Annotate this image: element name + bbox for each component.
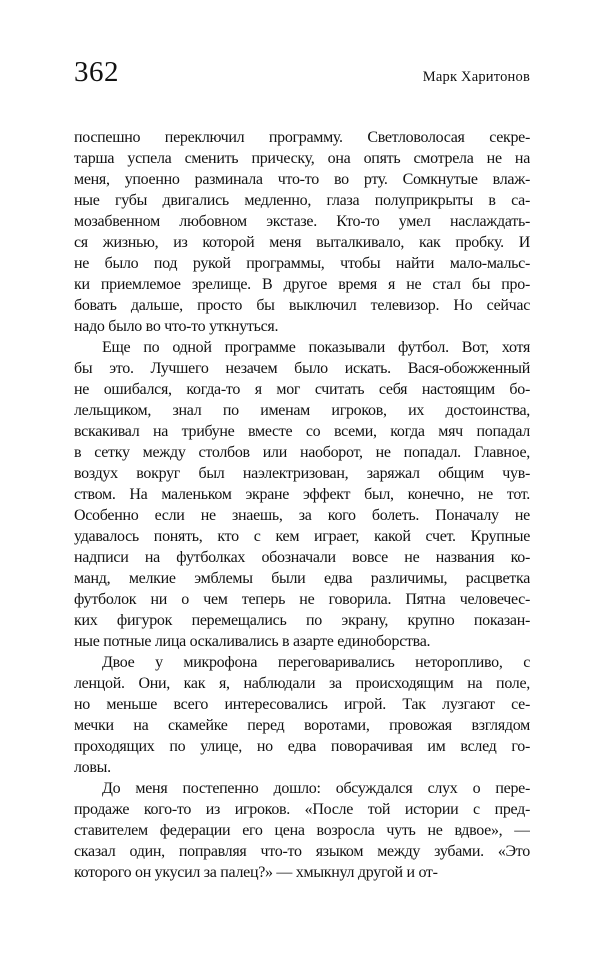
paragraph <box>74 778 530 883</box>
text-line: тарша успела сменить прическу, она опять смотрела не на <box>74 150 530 167</box>
running-head: Марк Харитонов <box>422 69 530 85</box>
text-line: ких фигурок перемещались по экрану, крупно показан- <box>74 612 530 629</box>
text-line: футболок ни о чем теперь не говорила. Пятна человечес- <box>74 591 530 608</box>
text-line: Еще по одной программе показывали футбол. Вот, хотя <box>102 339 530 356</box>
text-line: лельщиком, знал по именам игроков, их достоинства, <box>74 402 530 419</box>
text-line: манд, мелкие эмблемы были едва различимы, расцветка <box>74 570 530 587</box>
text-line: ставителем федерации его цена возросла чуть не вдвое», — <box>74 822 530 839</box>
text-line: ки приемлемое зрелище. В другое время я не стал бы про- <box>74 276 530 293</box>
text-line: сказал один, поправляя что-то языком между зубами. «Это <box>74 843 530 860</box>
text-line: удавалось понять, кто с кем играет, какой счет. Крупные <box>74 528 530 545</box>
text-line: проходящих по улице, но едва поворачивая им вслед го- <box>74 738 530 755</box>
text-line: ством. На маленьком экране эффект был, конечно, не тот. <box>74 486 530 503</box>
text-line: мечки на скамейке перед воротами, провожая взглядом <box>74 717 530 734</box>
text-line: ленцой. Они, как я, наблюдали за происходящим на поле, <box>74 675 530 692</box>
text-line: До меня постепенно дошло: обсуждался слух о пере- <box>102 780 530 797</box>
text-line: не ошибался, когда-то я мог считать себя настоящим бо- <box>74 381 530 398</box>
text-line: не было под рукой программы, чтобы найти мало-мальс- <box>74 255 530 272</box>
text-line: продаже кого-то из игроков. «После той истории с пред- <box>74 801 530 818</box>
text-line: в сетку между столбов или наоборот, не попадал. Главное, <box>74 444 530 461</box>
text-line: бы это. Лучшего незачем было искать. Вася-обожженный <box>74 360 530 377</box>
text-body <box>74 127 530 883</box>
text-line: но меньше всего интересовались игрой. Так лузгают се- <box>74 696 530 713</box>
text-line: ные губы двигались медленно, глаза полуприкрыты в са- <box>74 192 530 209</box>
text-line: надо было во что-то уткнуться. <box>74 318 279 335</box>
paragraph <box>74 652 530 778</box>
text-line: Особенно если не знаешь, за кого болеть. Поначалу не <box>74 507 530 524</box>
paragraph <box>74 337 530 652</box>
paragraph <box>74 127 530 337</box>
page-number: 362 <box>74 56 119 88</box>
text-line: ся жизнью, из которой меня выталкивало, как пробку. И <box>74 234 530 251</box>
text-line: поспешно переключил программу. Светловолосая секре- <box>74 129 530 146</box>
text-line: которого он укусил за палец?» — хмыкнул другой и от- <box>74 864 438 881</box>
page-header <box>74 58 530 87</box>
text-line: вскакивал на трибуне вместе со всеми, когда мяч попадал <box>74 423 530 440</box>
text-line: ловы. <box>74 759 111 776</box>
text-line: Двое у микрофона переговаривались неторопливо, с <box>102 654 530 671</box>
text-line: ные потные лица оскаливались в азарте единоборства. <box>74 633 431 650</box>
text-line: воздух вокруг был наэлектризован, заряжал общим чув- <box>74 465 530 482</box>
text-line: бовать дальше, просто бы выключил телевизор. Но сейчас <box>74 297 530 314</box>
text-line: меня, упоенно разминала что-то во рту. Сомкнутые влаж- <box>74 171 530 188</box>
text-line: мозабвенном любовном экстазе. Кто-то умел наслаждать- <box>74 213 530 230</box>
text-line: надписи на футболках обозначали вовсе не названия ко- <box>74 549 530 566</box>
